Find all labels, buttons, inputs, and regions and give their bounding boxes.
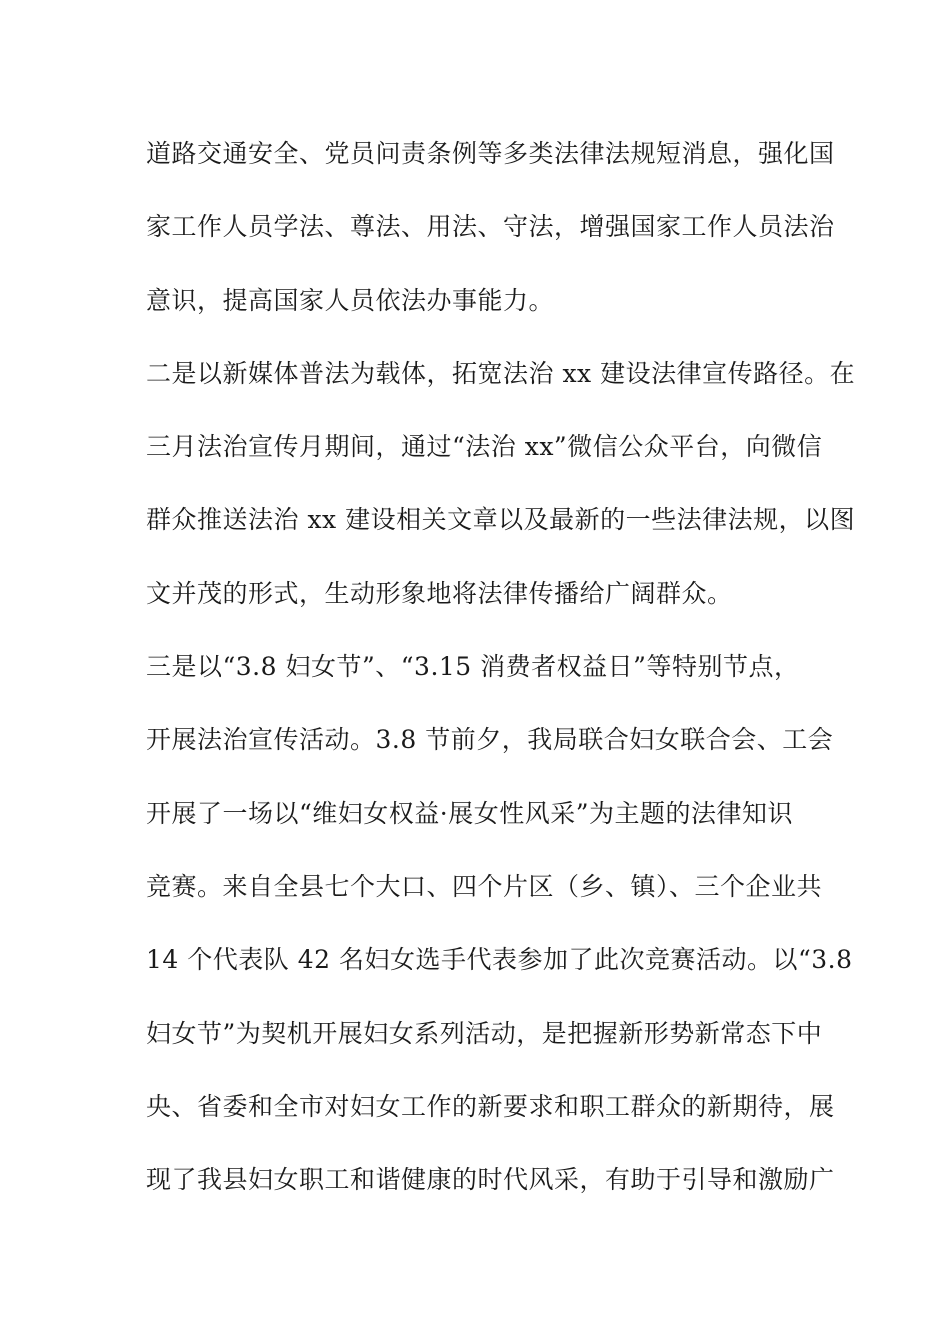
text-line: 道路交通安全、党员问责条例等多类法律法规短消息，强化国	[146, 139, 835, 168]
body-text	[146, 128, 856, 1227]
text-line: 开展了一场以“维妇女权益·展女性风采”为主题的法律知识	[146, 798, 794, 828]
text-line: 意识，提高国家人员依法办事能力。	[146, 285, 555, 315]
text-line: 三是以“3.8 妇女节”、“3.15 消费者权益日”等特别节点，	[146, 652, 800, 682]
text-line: 妇女节”为契机开展妇女系列活动，是把握新形势新常态下中	[146, 1018, 823, 1048]
text-line: 14 个代表队 42 名妇女选手代表参加了此次竞赛活动。以“3.8	[146, 945, 853, 975]
text-line: 现了我县妇女职工和谐健康的时代风采，有助于引导和激励广	[146, 1165, 835, 1195]
text-line: 二是以新媒体普法为载体，拓宽法治 xx 建设法律宣传路径。在	[146, 358, 856, 388]
text-line: 央、省委和全市对妇女工作的新要求和职工群众的新期待，展	[146, 1091, 835, 1121]
text-line: 文并茂的形式，生动形象地将法律传播给广阔群众。	[146, 578, 733, 608]
text-line: 三月法治宣传月期间，通过“法治 xx”微信公众平台，向微信	[146, 432, 823, 462]
text-line: 开展法治宣传活动。3.8 节前夕，我局联合妇女联合会、工会	[146, 725, 834, 755]
text-line: 竞赛。来自全县七个大口、四个片区（乡、镇）、三个企业共	[146, 871, 823, 901]
text-line: 家工作人员学法、尊法、用法、守法，增强国家工作人员法治	[146, 212, 835, 242]
text-line: 群众推送法治 xx 建设相关文章以及最新的一些法律法规，以图	[146, 505, 856, 535]
